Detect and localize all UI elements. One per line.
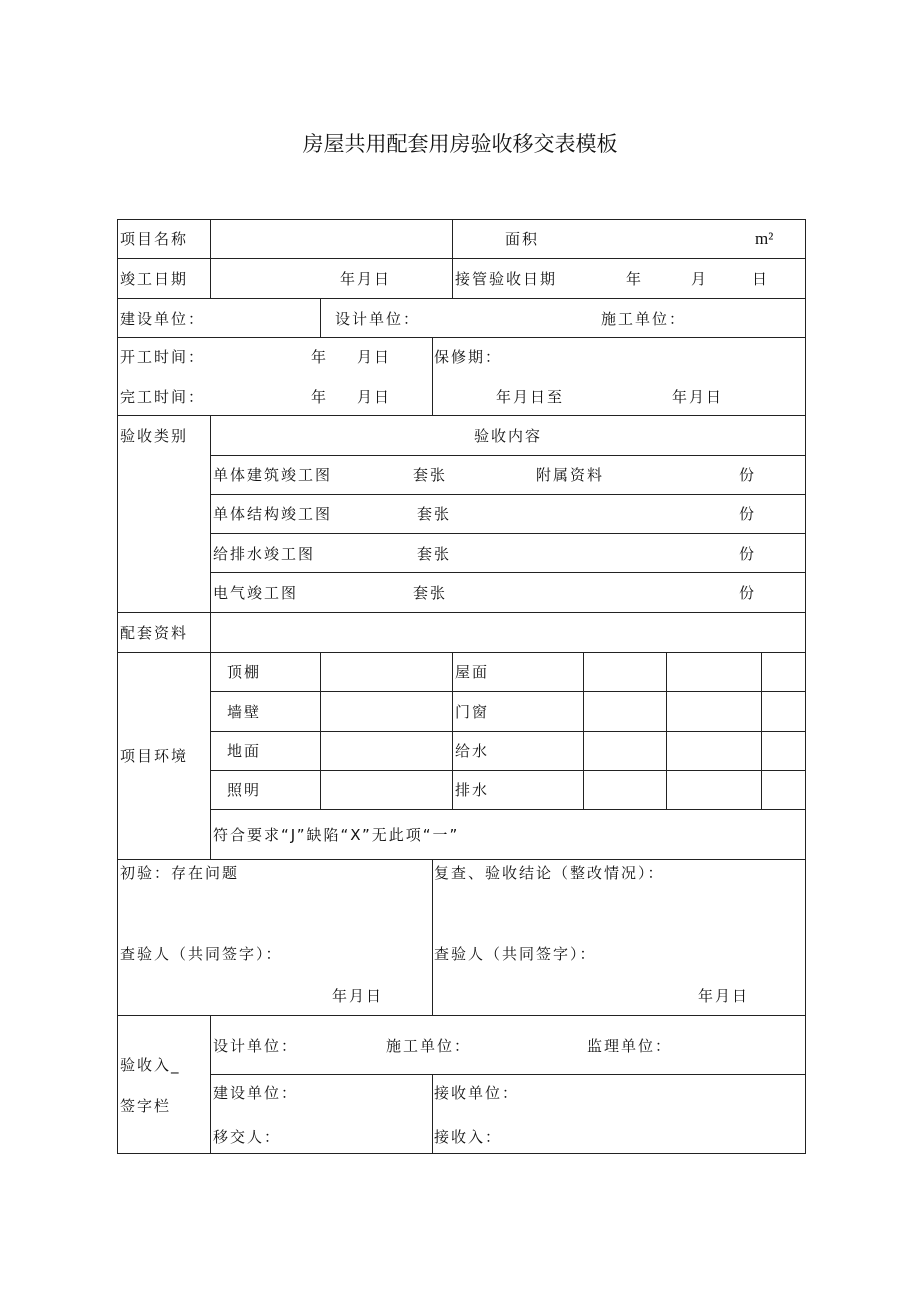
- acceptance-item-extra: 附属资料: [536, 466, 605, 484]
- acceptance-item-unit: 套张: [413, 584, 448, 602]
- receive-unit-signature: 接收单位：: [434, 1084, 520, 1102]
- supervise-unit-signature: 监理单位：: [587, 1037, 673, 1055]
- receiver-signature: 接收入：: [434, 1128, 503, 1146]
- warranty-to: 年月日: [672, 388, 724, 406]
- inspector-signature-label: 查验人（共同签字）：: [120, 945, 283, 963]
- environment-item: 墙壁: [227, 703, 262, 721]
- environment-item: 屋面: [455, 663, 490, 681]
- inspection-date: 年月日: [332, 987, 384, 1005]
- environment-item: 地面: [227, 742, 262, 760]
- acceptance-item-copies: 份: [739, 505, 755, 523]
- environment-label: 项目环境: [120, 747, 189, 765]
- acceptance-item-copies: 份: [739, 466, 755, 484]
- acceptance-item-name: 单体结构竣工图: [213, 505, 333, 523]
- environment-item: 照明: [227, 781, 262, 799]
- acceptance-item-name: 电气竣工图: [213, 584, 299, 602]
- build-unit-label: 建设单位：: [120, 310, 206, 328]
- area-unit: m²: [755, 229, 774, 248]
- construct-unit-label: 施工单位：: [601, 310, 687, 328]
- acceptance-item-unit: 套张: [417, 505, 452, 523]
- warranty-label: 保修期：: [434, 348, 503, 366]
- supporting-materials-field[interactable]: [213, 615, 803, 650]
- signature-section-label: 验收入_: [120, 1056, 181, 1074]
- takeover-year: 年: [626, 270, 642, 288]
- completion-date-value: 年月日: [340, 270, 392, 288]
- acceptance-content-label: 验收内容: [474, 427, 543, 445]
- takeover-date-label: 接管验收日期: [455, 270, 558, 288]
- construct-unit-signature: 施工单位：: [386, 1037, 472, 1055]
- acceptance-item-name: 给排水竣工图: [213, 545, 316, 563]
- finish-time-label: 完工时间：: [120, 388, 206, 406]
- environment-item: 顶棚: [227, 663, 262, 681]
- design-unit-signature: 设计单位：: [213, 1037, 299, 1055]
- acceptance-item-copies: 份: [739, 545, 755, 563]
- inspector-signature-label: 查验人（共同签字）：: [434, 945, 597, 963]
- completion-date-label: 竣工日期: [120, 270, 189, 288]
- acceptance-item-copies: 份: [739, 584, 755, 602]
- start-time-label: 开工时间：: [120, 348, 206, 366]
- start-month-day: 月日: [357, 348, 392, 366]
- signature-section-label: 签字栏: [120, 1097, 172, 1115]
- supporting-materials-label: 配套资料: [120, 624, 189, 642]
- start-year: 年: [311, 348, 327, 366]
- project-name-field[interactable]: [213, 222, 451, 257]
- environment-item: 排水: [455, 781, 490, 799]
- acceptance-item-unit: 套张: [417, 545, 452, 563]
- takeover-day: 日: [752, 270, 768, 288]
- warranty-from: 年月日至: [496, 388, 565, 406]
- design-unit-label: 设计单位：: [335, 310, 421, 328]
- environment-item: 门窗: [455, 703, 490, 721]
- handover-person-signature: 移交人：: [213, 1128, 282, 1146]
- build-unit-signature: 建设单位：: [213, 1084, 299, 1102]
- environment-item: 给水: [455, 742, 490, 760]
- takeover-month: 月: [691, 270, 707, 288]
- recheck-conclusion-label: 复查、验收结论（整改情况）：: [434, 864, 665, 882]
- initial-inspection-label: 初验：存在问题: [120, 864, 240, 882]
- area-label: 面积: [505, 230, 540, 248]
- acceptance-item-name: 单体建筑竣工图: [213, 466, 333, 484]
- finish-year: 年: [311, 388, 327, 406]
- inspection-date: 年月日: [698, 987, 750, 1005]
- acceptance-category-label: 验收类别: [120, 427, 189, 445]
- acceptance-item-unit: 套张: [413, 466, 448, 484]
- finish-month-day: 月日: [357, 388, 392, 406]
- project-name-label: 项目名称: [120, 230, 189, 248]
- environment-legend: 符合要求“J”缺陷“X”无此项“一”: [213, 826, 460, 844]
- page-title: 房屋共用配套用房验收移交表模板: [302, 132, 618, 156]
